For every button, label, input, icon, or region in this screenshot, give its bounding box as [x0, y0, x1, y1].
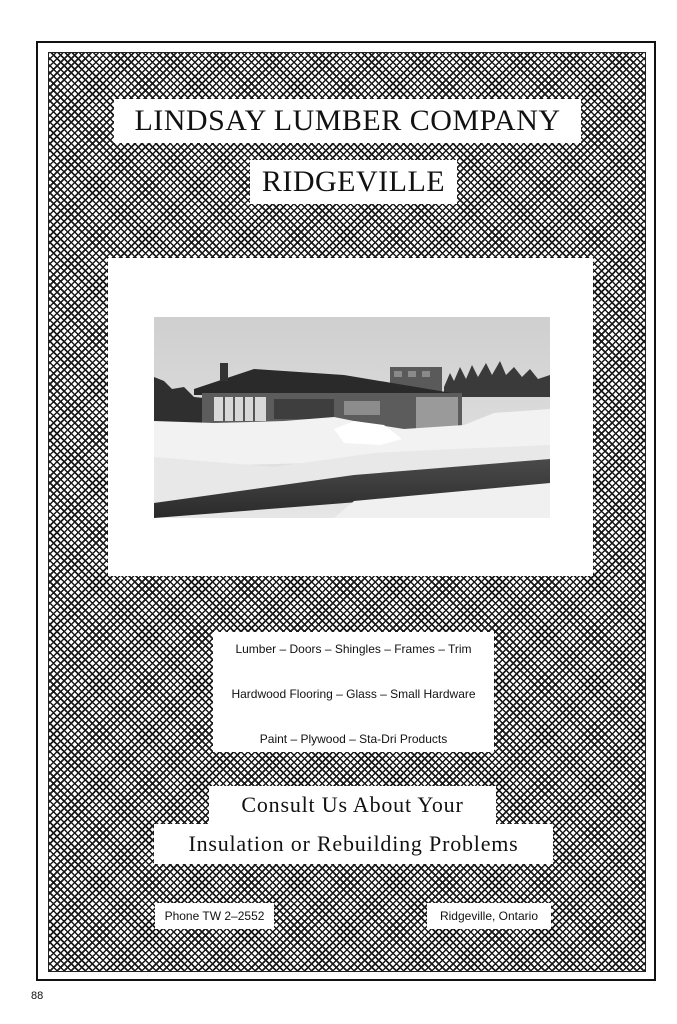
company-name-box: [114, 99, 581, 143]
phone-box: [155, 903, 274, 929]
consult-line-2-box: [154, 824, 553, 864]
house-photo: [154, 317, 550, 518]
phone-number: Phone TW 2–2552: [164, 909, 265, 923]
company-name: LINDSAY LUMBER COMPANY: [134, 104, 561, 137]
products-list: [213, 632, 494, 752]
consult-line-2: Insulation or Rebuilding Problems: [188, 831, 519, 856]
town-name: RIDGEVILLE: [261, 165, 446, 198]
town-name-box: [250, 160, 457, 204]
location-box: [427, 903, 551, 929]
product-line: Hardwood Flooring – Glass – Small Hardware: [231, 687, 476, 701]
consult-line-1: Consult Us About Your: [241, 792, 464, 817]
product-line: Paint – Plywood – Sta-Dri Products: [259, 732, 448, 746]
consult-line-1-box: [209, 786, 496, 824]
location: Ridgeville, Ontario: [439, 909, 539, 923]
product-line: Lumber – Doors – Shingles – Frames – Trim: [235, 642, 472, 656]
page-number: 88: [31, 990, 44, 1002]
